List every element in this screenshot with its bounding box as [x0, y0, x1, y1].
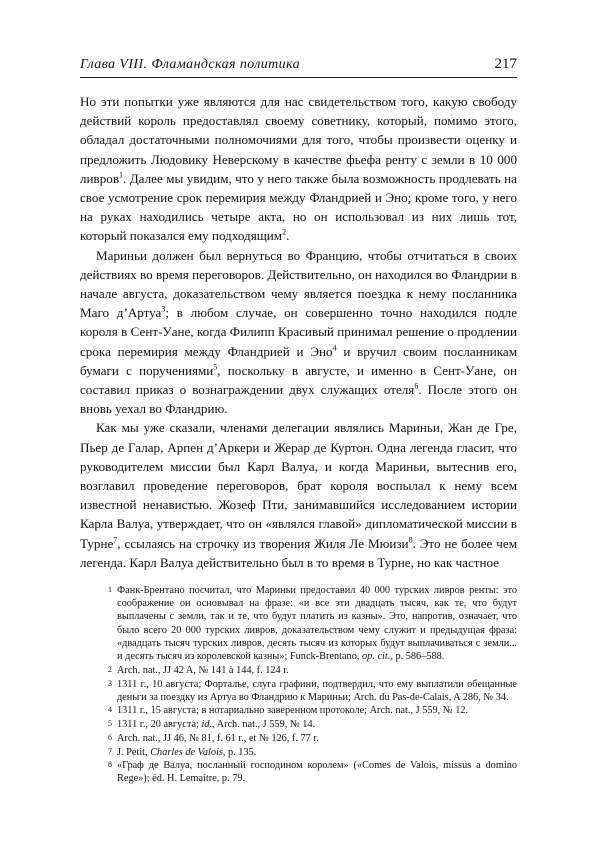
main-text [80, 92, 517, 572]
chapter-title: Глава VIII. Фламандская политика [80, 57, 301, 72]
text-run: , p. 586–588. [390, 651, 445, 663]
footnote-ref: 5 [213, 362, 218, 372]
page-number: 217 [494, 56, 517, 72]
text-run: 1311 г., 15 августа; в нотариально заверенном протоколе; Arch. nat., J 559, № 12. [117, 705, 469, 717]
footnote-number: 3 [108, 678, 112, 688]
text-run: , Arch. nat., J 559, № 14. [212, 719, 316, 731]
paragraph [80, 246, 517, 419]
text-run: Arch. nat., JJ 42 A, № 141 à 144, f. 124 r. [117, 664, 289, 676]
italic-text: id. [201, 719, 213, 731]
footnote-text [117, 678, 517, 704]
footnote-ref: 1 [119, 170, 123, 180]
footnote-text [117, 718, 517, 731]
book-page [80, 56, 517, 786]
text-run: , p. 135. [222, 746, 257, 758]
footnote [108, 759, 517, 785]
text-run: , ссылаясь на строчку из творения Жиля Ле Мюизи [117, 535, 409, 551]
footnote [108, 732, 517, 745]
footnote [108, 678, 517, 704]
footnote [108, 718, 517, 731]
running-header [80, 56, 517, 78]
paragraph [80, 92, 517, 246]
footnote [108, 584, 517, 663]
text-run: «Граф де Валуа, посланный господином королем» («Comes de Valois, missus a domino Rege»); éd. H. Lemaitre, p. 79. [117, 760, 517, 785]
footnote-number: 8 [108, 760, 112, 770]
text-run: J. Petit, [117, 746, 151, 758]
footnote [108, 746, 517, 759]
footnote-number: 2 [108, 664, 112, 674]
text-run: Как мы уже сказали, членами делегации являлись Мариньи, Жан де Гре, Пьер де Галар, Арпен д’Аркери и Жерар де Куртон. Одна легенда гласит, что руководителем миссии был Карл Валуа, и когда Мариньи, вытеснив его, возглавил проведение переговоров, брат короля воспылал к нему всем известной ненавистью. Жозеф Пти, занимавшийся исследованием истории Карла Валуа, утверждает, что он «являлся главой» дипломатической миссии в Турне [80, 420, 517, 551]
text-run: Но эти попытки уже являются для нас свидетельством того, какую свободу действий король предоставлял своему советнику, который, помимо этого, обладал достаточными полномочиями для того, чтобы произвести оценку и предложить Людовику Неверскому в качестве фьефа ренту с земли в 10 000 ливров [80, 94, 517, 186]
footnote-ref: 7 [113, 535, 118, 545]
footnote-number: 4 [108, 705, 112, 715]
footnote-number: 1 [108, 585, 112, 595]
text-run: и вручил своим посланникам бумаги с поручениями [80, 343, 517, 378]
footnote-number: 6 [108, 732, 112, 742]
text-run: . Далее мы увидим, что у него также была возможность продлевать на свое усмотрение срок перемирия между Фландрией и Эно; кроме того, у него на руках находились четыре акта, но он использовал из них лишь тот, который показался ему подходящим [80, 170, 517, 244]
footnote-text [117, 746, 517, 759]
text-run: , поскольку в августе, и именно в Сент-Уане, он составил приказ о вознаграждении двух служащих отеля [80, 362, 517, 398]
footnote-ref: 4 [332, 343, 337, 353]
text-run: . После этого он вновь уехал во Фландрию. [80, 382, 517, 417]
footnote-text [117, 759, 517, 785]
text-run: 1311 г., 10 августа; Фортальe, слуга графини, подтвердил, что ему выплатили обещанные деньги за поездку из Артуа во Фландрию к Мариньи; Arch. du Pas-de-Calais, A 286, № 34. [117, 678, 517, 703]
footnote-text [117, 664, 517, 677]
text-run: 1311 г., 20 августа; [117, 719, 202, 731]
text-run: Фанк-Брентано посчитал, что Мариньи предоставил 40 000 турских ливров ренты: это соображение он основывал на фразе: «и все эти двадцать тысяч, как те, что будут выплачены с земли, так и те, что будут платить из казны». Это, напротив, означает, что было всего 20 000 турских ливров, доказательством чему служит и предыдущая фраза: «двадцать тысяч турских ливров, десять тысяч из которых будут выплачиваться с земли... и десять тысяч из королевской казны»; Funck-Brentano, [117, 585, 517, 663]
footnote-ref: 2 [282, 228, 287, 238]
text-run: . Это не более чем легенда. Карл Валуа действительно был в то время в Турне, но как частное [80, 535, 517, 570]
footnote [108, 704, 517, 717]
footnote-number: 7 [108, 746, 112, 756]
footnote-ref: 3 [161, 304, 166, 314]
footnotes [80, 584, 517, 786]
footnote-text [117, 732, 517, 745]
italic-text: op. cit. [362, 651, 391, 663]
text-run: ; в любом случае, он совершенно точно находился подле короля в Сент-Уане, когда Филипп Красивый принимал решение о продлении срока перемирия между Фландрией и Эно [80, 305, 517, 359]
footnote-number: 5 [108, 719, 112, 729]
italic-text: Charles de Valois [150, 746, 223, 758]
text-run: Arch. nat., JJ 46, № 81, f. 61 r., et № 126, f. 77 r. [117, 732, 319, 744]
text-run: . [286, 228, 290, 244]
footnote-text [117, 704, 517, 717]
footnote-ref: 8 [408, 535, 413, 545]
paragraph [80, 418, 517, 572]
footnote-text [117, 584, 517, 663]
footnote [108, 664, 517, 677]
footnote-ref: 6 [414, 381, 419, 391]
text-run: Мариньи должен был вернуться во Францию, чтобы отчитаться в своих действиях во время переговоров. Действительно, он находился во Фландрии в начале августа, доказательством чему является поездка к нему посланника Маго д’Артуа [80, 247, 517, 321]
